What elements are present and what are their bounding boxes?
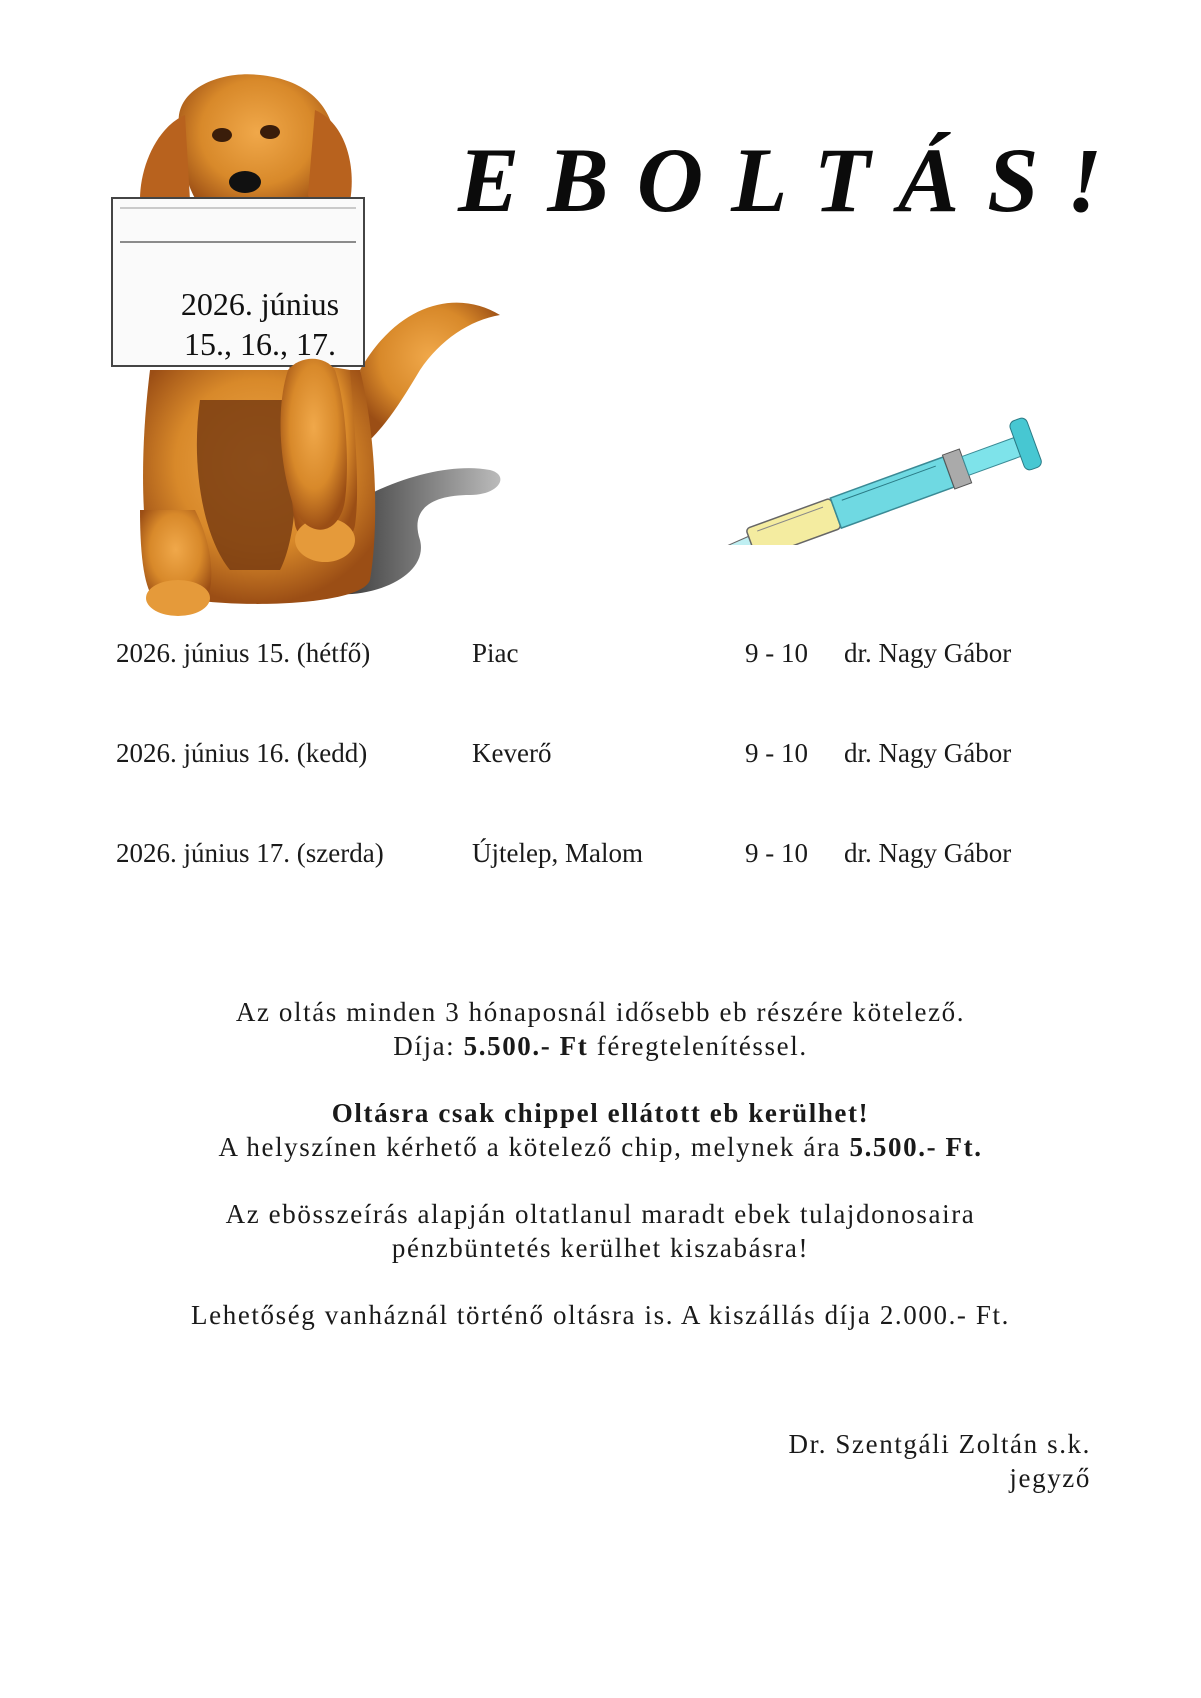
schedule-row — [0, 833, 1201, 873]
info-paragraph — [0, 1298, 1201, 1332]
signature-block — [789, 1427, 1091, 1495]
schedule-time: 9 - 10 — [745, 838, 808, 868]
schedule-date: 2026. június 15. (hétfő) — [116, 638, 371, 668]
info-paragraph — [0, 1096, 1201, 1164]
schedule-vet: dr. Nagy Gábor — [844, 838, 1012, 868]
price-text: 5.500.- Ft — [463, 1031, 589, 1061]
signer-role: jegyző — [1009, 1463, 1091, 1493]
schedule-place: Újtelep, Malom — [472, 838, 643, 868]
info-emphasis: Oltásra csak chippel ellátott eb kerülhet! — [331, 1098, 870, 1128]
price-text: 5.500.- Ft. — [849, 1132, 983, 1162]
info-line: Díja: 5.500.- Ft féregtelenítéssel. — [393, 1031, 808, 1061]
info-line: A helyszínen kérhető a kötelező chip, melynek ára 5.500.- Ft. — [218, 1132, 983, 1162]
info-paragraph — [0, 995, 1201, 1063]
schedule-place: Piac — [472, 638, 519, 668]
page-title: EBOLTÁS! — [458, 129, 1131, 231]
syringe-icon — [590, 365, 1050, 545]
schedule-time: 9 - 10 — [745, 638, 808, 668]
schedule-date: 2026. június 17. (szerda) — [116, 838, 384, 868]
schedule-time: 9 - 10 — [745, 738, 808, 768]
signer-name: Dr. Szentgáli Zoltán s.k. — [788, 1429, 1091, 1459]
schedule-place: Keverő — [472, 738, 552, 768]
schedule-date: 2026. június 16. (kedd) — [116, 738, 368, 768]
info-paragraph — [0, 1197, 1201, 1265]
sign-date-line: 2026. június — [180, 286, 340, 322]
info-line: Az oltás minden 3 hónaposnál idősebb eb részére kötelező. — [235, 997, 966, 1027]
schedule-vet: dr. Nagy Gábor — [844, 638, 1012, 668]
sign-days-line: 15., 16., 17. — [184, 326, 336, 362]
schedule-row — [0, 733, 1201, 773]
info-line: pénzbüntetés kerülhet kiszabásra! — [391, 1233, 810, 1263]
schedule-vet: dr. Nagy Gábor — [844, 738, 1012, 768]
info-line: Lehetőség vanháznál történő oltásra is. A kiszállás díja 2.000.- Ft. — [191, 1300, 1010, 1330]
info-line: Az ebösszeírás alapján oltatlanul maradt ebek tulajdonosaira — [225, 1199, 976, 1229]
schedule-row — [0, 633, 1201, 673]
